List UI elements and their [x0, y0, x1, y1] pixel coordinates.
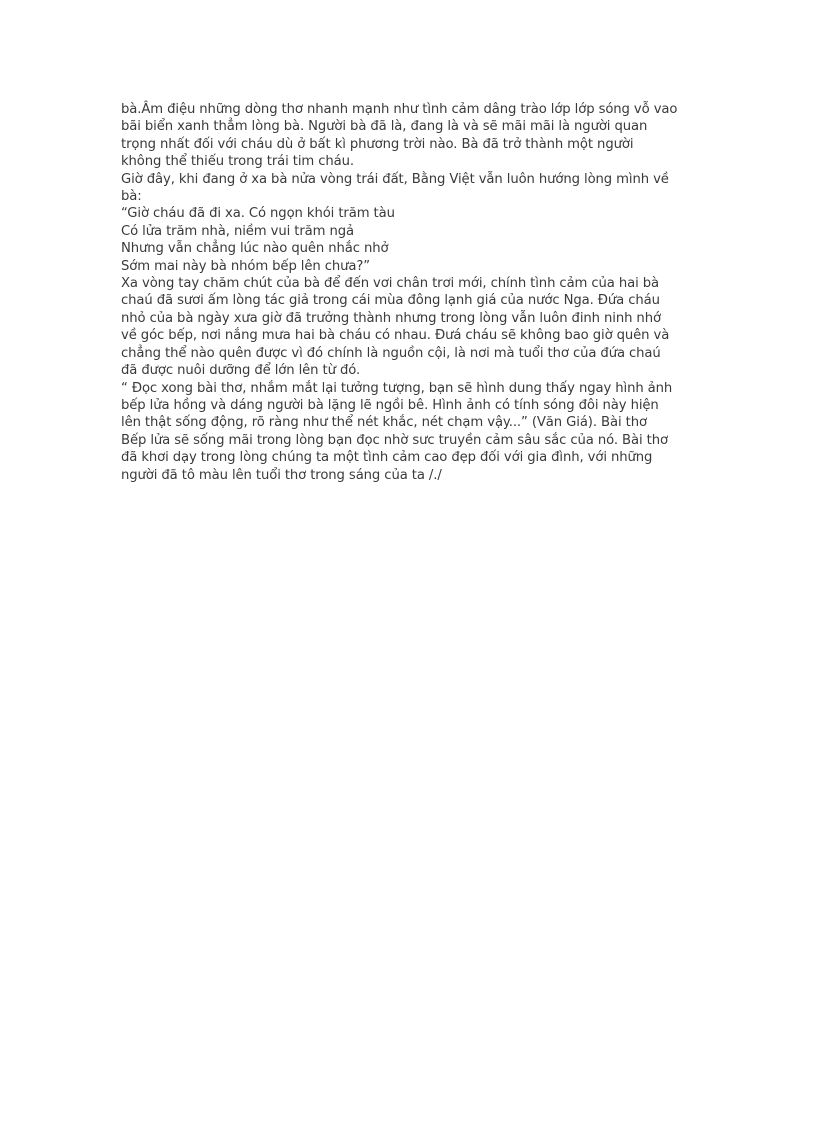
text-line: nhỏ của bà ngày xưa giờ đã trưởng thành nhưng trong lòng vẫn luôn đinh ninh nhớ [121, 310, 661, 326]
text-line: đã khơi dạy trong lòng chúng ta một tình cảm cao đẹp đối với gia đình, với những [121, 450, 653, 466]
poem-line: “Giờ cháu đã đi xa. Có ngọn khói trăm tàu [121, 206, 395, 222]
text-line: người đã tô màu lên tuổi thơ trong sáng của ta /./ [121, 467, 442, 483]
text-line: Bếp lửa sẽ sống mãi trong lòng bạn đọc nhờ sưc truyền cảm sâu sắc của nó. Bài thơ [121, 432, 668, 448]
text-line: về góc bếp, nơi nắng mưa hai bà cháu có nhau. Đưá cháu sẽ không bao giờ quên và [121, 328, 670, 344]
text-line: bà.Âm điệu những dòng thơ nhanh mạnh như tình cảm dâng trào lớp lớp sóng vỗ vao [121, 102, 678, 117]
text-line: chẳng thể nào quên được vì đó chính là nguồn cội, là nơi mà tuổi thơ của đứa chaú [121, 345, 661, 361]
poem-line: Sớm mai này bà nhóm bếp lên chưa?” [121, 258, 371, 274]
text-line: đã được nuôi dưỡng để lớn lên từ đó. [121, 363, 361, 379]
text-line: bãi biển xanh thẳm lòng bà. Người bà đã là, đang là và sẽ mãi mãi là người quan [121, 119, 648, 135]
text-line: “ Đọc xong bài thơ, nhắm mắt lại tưởng tượng, bạn sẽ hình dung thấy ngay hình ảnh [121, 380, 673, 396]
document-body [121, 101, 711, 484]
text-line: lên thật sống động, rõ ràng như thể nét khắc, nét chạm vậy...” (Văn Giá). Bài thơ [121, 415, 647, 431]
poem-line: Có lửa trăm nhà, niềm vui trăm ngả [121, 223, 354, 239]
text-line: bà: [121, 189, 142, 205]
text-line: không thể thiếu trong trái tim cháu. [121, 154, 355, 170]
poem-line: Nhưng vẫn chẳng lúc nào quên nhắc nhở [121, 241, 389, 257]
text-line: bếp lửa hồng và dáng người bà lặng lẽ ngồi bê. Hình ảnh có tính sóng đôi này hiện [121, 397, 659, 413]
text-line: trọng nhất đối với cháu dù ở bất kì phương trời nào. Bà đã trở thành một người [121, 136, 634, 152]
text-line: chaú đã sươi ấm lòng tác giả trong cái mùa đông lạnh giá của nước Nga. Đứa cháu [121, 293, 660, 309]
text-line: Giờ đây, khi đang ở xa bà nửa vòng trái đất, Bằng Việt vẫn luôn hướng lòng mình về [121, 171, 669, 187]
text-line: Xa vòng tay chăm chút của bà để đến vơi chân trơi mới, chính tình cảm của hai bà [121, 276, 660, 292]
